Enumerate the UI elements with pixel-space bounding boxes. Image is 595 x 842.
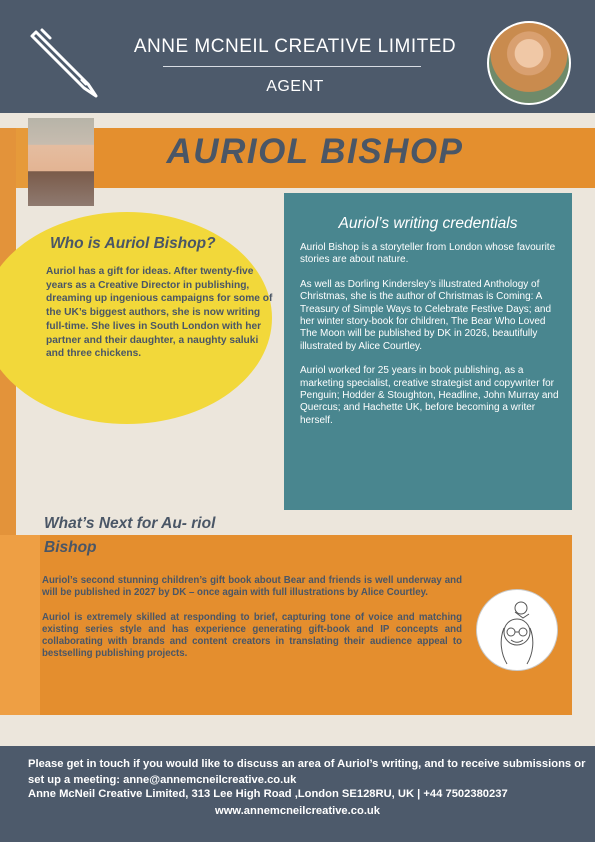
agent-label: AGENT xyxy=(266,78,324,95)
next-text xyxy=(42,575,462,673)
author-name: AURIOL BISHOP xyxy=(166,132,464,171)
next-banner-shade xyxy=(0,535,40,715)
header-divider xyxy=(163,66,421,67)
next-paragraph: Auriol’s second stunning children’s gift book about Bear and friends is well underway and will be published in 2027 by DK – once again with full illustrations by Alice Courtley. xyxy=(42,575,462,599)
credentials-paragraph: As well as Dorling Kindersley’s illustrated Anthology of Christmas, she is the author of Christmas is Coming: A Treasury of Simple Ways to Celebrate Festive Days; and her winter story-book for children, The Bear Who Loved The Moon will be published by DK in 2026, beautifully illustrated by Alice Courtley. xyxy=(300,278,552,352)
agent-avatar xyxy=(487,21,571,105)
who-heading: Who is Auriol Bishop? xyxy=(50,235,216,252)
credentials-paragraph: Auriol worked for 25 years in book publishing, as a marketing specialist, creative strategist and copywriter for Penguin; Hodder & Stoughton, Headline, John Murray and Quercus; and Hachette UK, before becoming a writer herself. xyxy=(300,365,559,426)
credentials-heading: Auriol’s writing credentials xyxy=(338,215,518,232)
credentials-paragraph: Auriol Bishop is a storyteller from London whose favourite stories are about nature. xyxy=(300,242,556,266)
pen-icon xyxy=(22,18,108,104)
footer-website: www.annemcneilcreative.co.uk xyxy=(215,805,380,817)
credentials-text xyxy=(300,242,562,439)
company-name: ANNE MCNEIL CREATIVE LIMITED xyxy=(133,36,457,57)
author-photo xyxy=(28,118,94,206)
next-heading: What’s Next for Au- riol Bishop xyxy=(44,515,216,556)
footer-address: Anne McNeil Creative Limited, 313 Lee High Road ,London SE128RU, UK | +44 7502380237 xyxy=(28,788,508,800)
author-illustration xyxy=(476,589,558,671)
next-paragraph: Auriol is extremely skilled at responding to brief, capturing tone of voice and matching existing series style and has experience generating gift-book and IP concepts and collaborating with brands and content creators in translating their audience appeal to bestselling publishing projects. xyxy=(42,611,462,660)
who-text: Auriol has a gift for ideas. After twenty-five years as a Creative Director in publishing, dreaming up ingenious campaigns for some of the UK’s biggest authors, she is now writing full-time. She lives in South London with her partner and their daughter, a naughty saluki and three chickens. xyxy=(46,266,273,360)
footer-contact-text: Please get in touch if you would like to discuss an area of Auriol’s writing, and to receive submissions or set up a meeting: anne@annemcneilcreative.co.uk xyxy=(28,758,586,786)
